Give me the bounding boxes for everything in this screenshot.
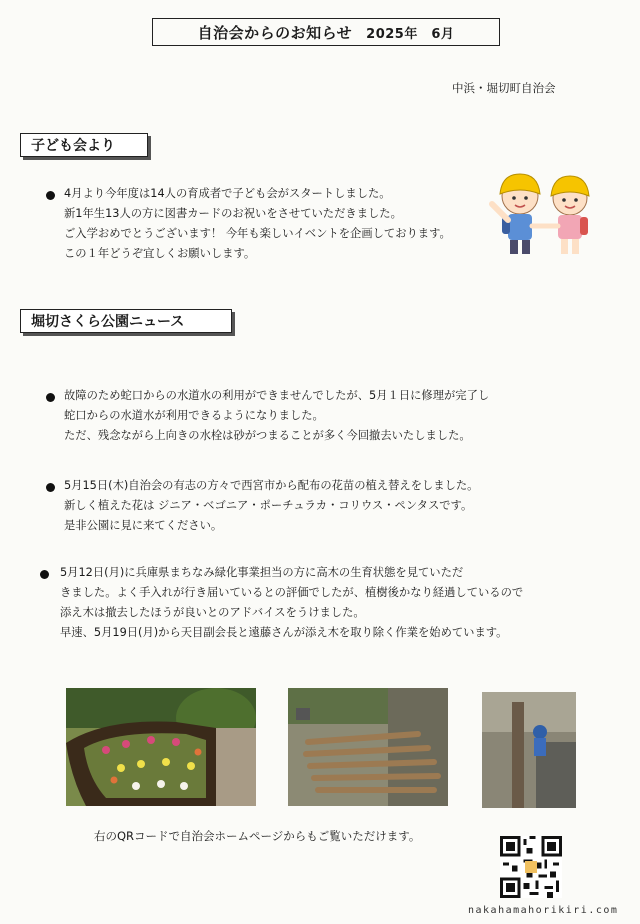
- qr-code[interactable]: [500, 836, 562, 898]
- children-section-heading: 子ども会より: [20, 133, 148, 157]
- paragraph-line: 故障のため蛇口からの水道水の利用ができませんでしたが、5月１日に修理が完了し: [64, 389, 490, 402]
- paragraph-line: 4月より今年度は14人の育成者で子ども会がスタートしました。: [64, 187, 391, 200]
- title-text: 自治会からのお知らせ: [197, 23, 353, 42]
- paragraph-line: 5月12日(月)に兵庫県まちなみ緑化事業担当の方に高木の生育状態を見ていただ: [60, 566, 464, 579]
- paragraph-line: ご入学おめでとうございます！ 今年も楽しいイベントを企画しております。: [64, 227, 451, 240]
- children-illustration: [482, 160, 610, 260]
- bullet: [46, 483, 55, 492]
- tree-work-photo: [482, 692, 576, 808]
- paragraph-line: きました。よく手入れが行き届いているとの評価でしたが、植樹後かなり経過しているので: [60, 586, 524, 599]
- paragraph-line: 添え木は撤去したほうが良いとのアドバイスをうけました。: [60, 606, 365, 619]
- paragraph-line: ただ、残念ながら上向きの水栓は砂がつまることが多く今回撤去いたしました。: [64, 429, 471, 442]
- page-title: [152, 18, 500, 46]
- paragraph-line: この１年どうぞ宜しくお願いします。: [64, 247, 256, 260]
- children-paragraph: [64, 184, 451, 264]
- flower-bed-photo: [66, 688, 256, 806]
- bullet: [46, 393, 55, 402]
- organization-name: 中浜・堀切町自治会: [452, 81, 556, 95]
- qr-note: 右のQRコードで自治会ホームページからもご覧いただけます。: [94, 829, 421, 843]
- park-item-trees: [60, 563, 523, 643]
- website-url: nakahamahorikiri.com: [468, 905, 619, 916]
- bullet: [46, 191, 55, 200]
- issue-date: 2025年 6月: [366, 26, 455, 42]
- paragraph-line: 新しく植えた花は ジニア・ベゴニア・ポーチュラカ・コリウス・ペンタスです。: [64, 499, 473, 512]
- park-item-water: [64, 386, 489, 446]
- removed-stakes-photo: [288, 688, 448, 806]
- paragraph-line: 早速、5月19日(月)から天目副会長と遠藤さんが添え木を取り除く作業を始めています。: [60, 626, 508, 639]
- paragraph-line: 新1年生13人の方に図書カードのお祝いをさせていただきました。: [64, 207, 402, 220]
- paragraph-line: 是非公園に見に来てください。: [64, 519, 223, 532]
- park-item-flowers: [64, 476, 478, 536]
- paragraph-line: 5月15日(木)自治会の有志の方々で西宮市から配布の花苗の植え替えをしました。: [64, 479, 479, 492]
- paragraph-line: 蛇口からの水道水が利用できるようになりました。: [64, 409, 324, 422]
- park-section-heading: 堀切さくら公園ニュース: [20, 309, 232, 333]
- bullet: [40, 570, 49, 579]
